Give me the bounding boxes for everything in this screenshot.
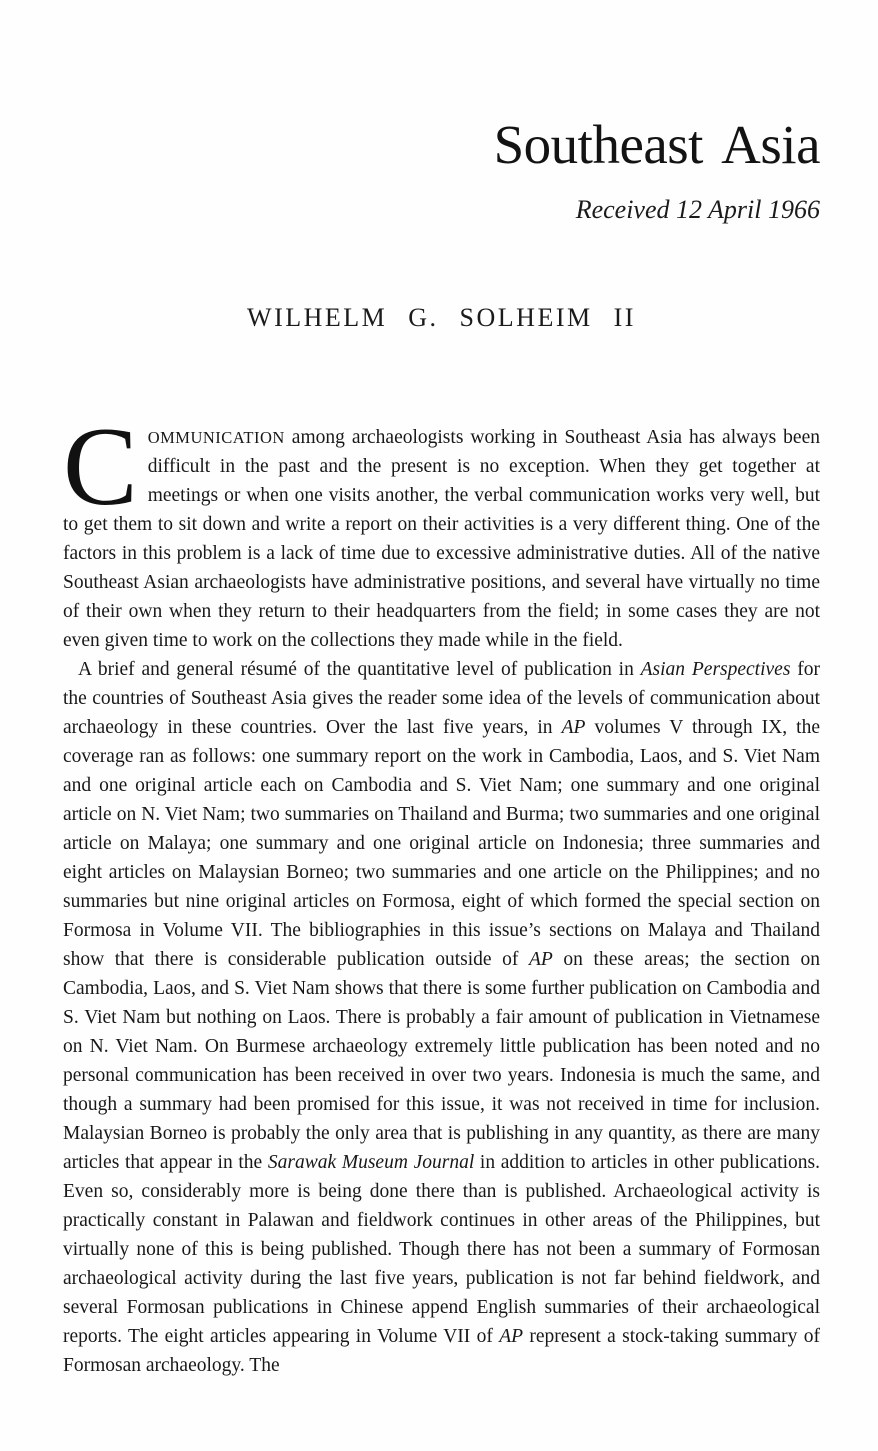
journal-name-sarawak-museum-journal: Sarawak Museum Journal — [267, 1152, 475, 1173]
article-body — [63, 405, 820, 1380]
article-title: Southeast Asia — [493, 114, 820, 175]
author-name: WILHELM G. SOLHEIM II — [247, 303, 636, 332]
paragraph-2 — [63, 655, 820, 1380]
journal-abbrev-ap: AP — [499, 1326, 524, 1347]
journal-abbrev-ap: AP — [561, 717, 586, 738]
paragraph-2-text: volumes V through IX, the coverage ran as follows: one summary report on the work in Cambodia, Laos, and S. Viet Nam and one original article each on Cambodia and S. Viet Nam; one summary and one original article on N. Viet Nam; two summaries on Thailand and Burma; two summaries and one original article on Malaya; one summary and one original article on Indonesia; three summaries and eight articles on Malaysian Borneo; two summaries and one article on the Philippines; and no summaries but nine original articles on Formosa, eight of which formed the special section on Formosa in Volume VII. The bibliographies in this issue’s sections on Malaya and Thailand show that there is considerable publication outside of — [63, 717, 820, 970]
lead-word: OMMUNICATION — [147, 428, 285, 447]
journal-name-asian-perspectives: Asian Perspectives — [640, 659, 791, 680]
paragraph-2-text: A brief and general résumé of the quantitative level of publication in — [78, 659, 641, 680]
paragraph-2-text: represent a stock-taking summary of Formosan archaeology. The — [63, 1326, 820, 1376]
paragraph-1-text: among archaeologists working in Southeast Asia has always been difficult in the past and the present is no exception. When they get together at meetings or when one visits another, the verbal communication works very well, but to get them to sit down and write a report on their activities is a very different thing. One of the factors in this problem is a lack of time due to excessive administrative duties. All of the native Southeast Asian archaeologists have administrative positions, and several have virtually no time of their own when they return to their headquarters from the field; in some cases they are not even given time to work on the collections they made while in the field. — [63, 427, 820, 651]
dropcap-letter: C — [63, 405, 138, 529]
received-date: Received 12 April 1966 — [575, 195, 820, 224]
paragraph-2-text: in addition to articles in other publications. Even so, considerably more is being done there than is published. Archaeological activity is practically constant in Palawan and fieldwork continues in other areas of the Philippines, but virtually none of this is being published. Though there has not been a summary of Formosan archaeological activity during the last five years, publication is not far behind fieldwork, and several Formosan publications in Chinese append English summaries of their archaeological reports. The eight articles appearing in Volume VII of — [63, 1152, 820, 1347]
paragraph-2-text: on these areas; the section on Cambodia, Laos, and S. Viet Nam shows that there is some further publication on Cambodia and S. Viet Nam but nothing on Laos. There is probably a fair amount of publication in Vietnamese on N. Viet Nam. On Burmese archaeology extremely little publication has been noted and no personal communication has been received in over two years. Indonesia is much the same, and though a summary had been promised for this issue, it was not received in time for inclusion. Malaysian Borneo is probably the only area that is publishing in any quantity, as there are many articles that appear in the — [63, 949, 820, 1173]
journal-abbrev-ap: AP — [529, 949, 553, 970]
paragraph-1 — [63, 405, 820, 655]
paragraph-2-text: for the countries of Southeast Asia gives the reader some idea of the levels of communication about archaeology in these countries. Over the last five years, in — [63, 659, 820, 738]
